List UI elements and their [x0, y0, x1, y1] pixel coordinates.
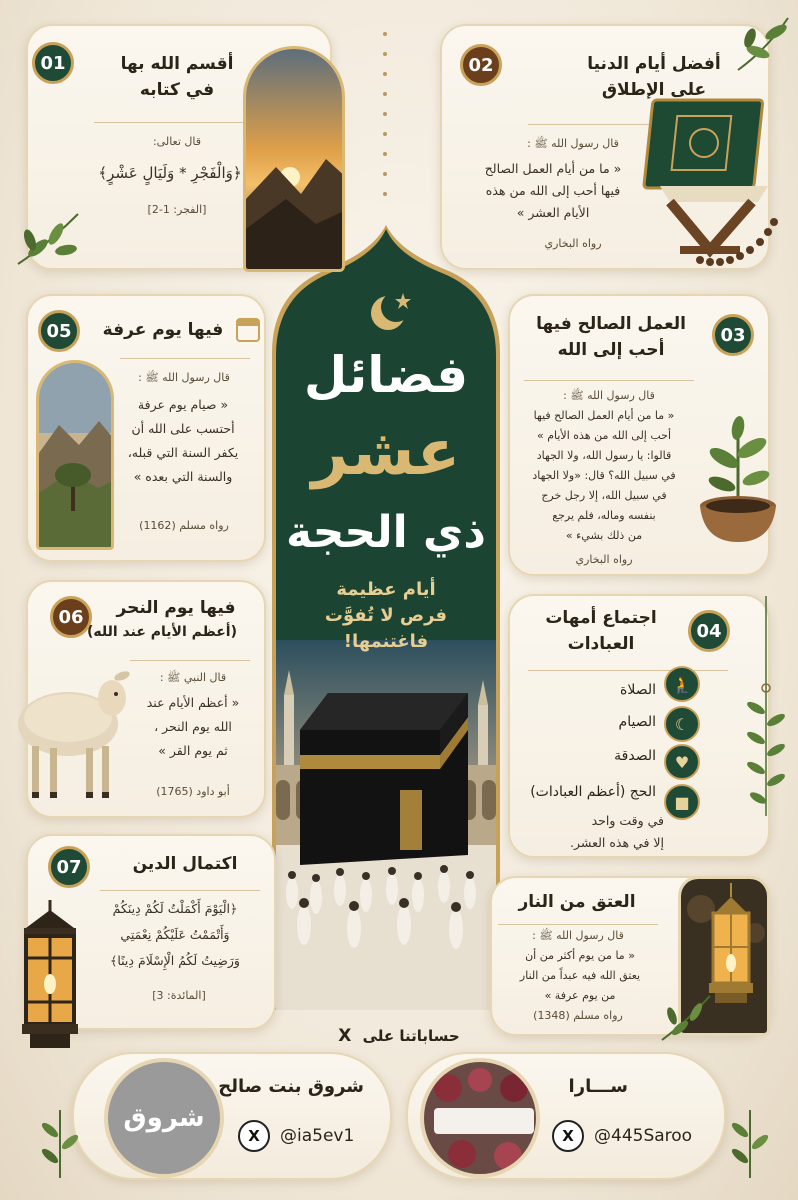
- worship-item-charity: الصدقة: [614, 748, 656, 764]
- card-03-line7: من ذلك بشيء »: [565, 529, 643, 542]
- card-05-line2: أحتسب على الله أن: [131, 421, 235, 436]
- card-03-line2: أحب إلى الله من هذه الأيام »: [536, 429, 672, 442]
- card-06-divider: [130, 660, 250, 661]
- card-08-line2: يعتق الله فيه عبداً من النار: [519, 969, 641, 982]
- card-08-title: العتق من النار: [518, 892, 636, 912]
- social-left-handle[interactable]: @ia5ev1: [280, 1126, 355, 1146]
- card-06-intro: قال النبي ﷺ :: [159, 671, 227, 684]
- center-tagline2: فرص لا تُفوَّت: [324, 605, 448, 626]
- card-07-line2: وَأَتْمَمْتُ عَلَيْكُمْ نِعْمَتِي: [120, 927, 230, 942]
- quran-on-stand-image: [640, 90, 790, 270]
- card-02-line2: فيها أحب إلى الله من هذه: [485, 183, 621, 198]
- card-08-line1: « ما من يوم أكثر من أن: [525, 949, 635, 962]
- card-02-intro: قال رسول الله ﷺ :: [527, 137, 619, 150]
- card-05-line4: والسنة التي بعده »: [133, 469, 233, 484]
- card-01-divider: [94, 122, 244, 123]
- card-01-ref: [الفجر: 1-2]: [147, 203, 207, 216]
- leaf-sprig-top-right: [728, 8, 798, 78]
- sunset-mountains-image: [243, 46, 345, 272]
- seedling-bowl-image: [694, 408, 784, 548]
- card-06-ref: أبو داود (1765): [156, 785, 230, 798]
- card-01-verse: ﴿وَالْفَجْرِ * وَلَيَالٍ عَشْرٍ﴾: [98, 164, 242, 182]
- worship-item-hajj: الحج (أعظم العبادات): [530, 784, 656, 800]
- card-07-line3: وَرَضِيتُ لَكُمُ الْإِسْلَامَ دِينًا﴾: [110, 953, 240, 968]
- card-05-ref: رواه مسلم (1162): [139, 519, 229, 532]
- card-03-line5: في سبيل الله، إلا رجل خرج: [541, 489, 667, 502]
- social-heading-text: حساباتنا على: [362, 1027, 460, 1045]
- card-01-title-line2: في كتابه: [139, 80, 215, 100]
- card-03-ref: رواه البخاري: [575, 553, 633, 566]
- social-right-handle[interactable]: @445Saroo: [594, 1126, 693, 1146]
- card-04-number: 04: [688, 610, 730, 652]
- avatar-left-text: شروق: [123, 1103, 205, 1133]
- card-05-divider: [120, 358, 250, 359]
- card-04-footer-line1: في وقت واحد: [591, 813, 664, 828]
- card-08-ref: رواه مسلم (1348): [533, 1009, 623, 1022]
- center-tagline3: فاغتنمها!: [343, 631, 429, 652]
- center-title-line1: فضائل: [303, 346, 469, 404]
- prayer-icon: 🧎: [664, 666, 700, 702]
- x-logo-icon[interactable]: X: [238, 1120, 270, 1152]
- card-03-line1: « ما من أيام العمل الصالح فيها: [533, 409, 675, 422]
- avatar-right[interactable]: [420, 1058, 540, 1178]
- center-title-line3: ذي الحجة: [286, 507, 486, 558]
- worship-item-fasting: الصيام: [618, 714, 656, 730]
- card-05-intro: قال رسول الله ﷺ :: [138, 371, 230, 384]
- card-02-ref: رواه البخاري: [544, 237, 602, 250]
- card-07-title: اكتمال الدين: [132, 854, 238, 874]
- card-01-intro: قال تعالى:: [152, 135, 202, 148]
- card-07-divider: [100, 890, 260, 891]
- card-03-number: 03: [712, 314, 754, 356]
- card-02-line1: « ما من أيام العمل الصالح: [484, 161, 622, 176]
- social-heading: [0, 1026, 798, 1046]
- card-06-title-line1: فيها يوم النحر: [116, 598, 236, 618]
- arafah-landscape-image: [36, 360, 114, 550]
- hanging-vine-decoration: [744, 596, 790, 826]
- center-title-line2: عشر: [311, 416, 461, 490]
- card-05-line3: يكفر السنة التي قبله،: [127, 445, 239, 460]
- card-01-number: 01: [32, 42, 74, 84]
- card-02-title-line1: أفضل أيام الدنيا: [587, 54, 721, 74]
- kaaba-icon: ■: [664, 784, 700, 820]
- center-tagline1: أيام عظيمة: [336, 579, 436, 600]
- card-05-number: 05: [38, 310, 80, 352]
- card-06-number: 06: [50, 596, 92, 638]
- dotted-connector: [380, 30, 390, 230]
- card-04-title-line1: اجتماع أمهات: [545, 608, 657, 628]
- card-03-line3: قالوا: يا رسول الله، ولا الجهاد: [536, 449, 672, 462]
- card-03-title-line1: العمل الصالح فيها: [536, 314, 686, 334]
- crescent-icon: ☾: [664, 706, 700, 742]
- avatar-left[interactable]: [104, 1058, 224, 1178]
- card-08-intro: قال رسول الله ﷺ :: [532, 929, 624, 942]
- x-logo-icon: X: [338, 1026, 352, 1046]
- card-02-title-line2: على الإطلاق: [601, 80, 707, 100]
- card-07-ref: [المائدة: 3]: [152, 989, 206, 1002]
- charity-heart-icon: ♥: [664, 744, 700, 780]
- leaf-sprig-decoration: [8, 204, 88, 274]
- card-07-number: 07: [48, 846, 90, 888]
- leaf-sprig-footer-right: [720, 1100, 780, 1180]
- social-right-name: ســـارا: [568, 1076, 628, 1097]
- social-card-left[interactable]: [72, 1052, 392, 1180]
- card-03-line4: في سبيل الله؟ قال: «ولا الجهاد: [532, 469, 676, 482]
- leaf-sprig-bottom-left: [30, 1100, 90, 1180]
- card-01-title-line1: أقسم الله بها: [120, 54, 234, 74]
- card-02-line3: الأيام العشر »: [516, 205, 590, 220]
- card-03-line6: بنفسه وماله، فلم يرجع: [552, 509, 656, 522]
- card-08-line3: من يوم عرفة »: [544, 989, 616, 1002]
- sheep-image: [8, 654, 138, 804]
- card-03-divider: [524, 380, 694, 381]
- card-06-line1: « أعظم الأيام عند: [146, 695, 240, 710]
- card-04-title-line2: العبادات: [567, 634, 635, 654]
- card-05-title: فيها يوم عرفة: [102, 320, 224, 340]
- card-03-intro: قال رسول الله ﷺ :: [563, 389, 655, 402]
- worship-item-prayer: الصلاة: [620, 682, 656, 698]
- card-04-acts-of-worship: [508, 594, 770, 858]
- card-02-number: 02: [460, 44, 502, 86]
- card-08-divider: [498, 924, 658, 925]
- social-left-name: شروق بنت صالح: [218, 1076, 364, 1097]
- card-03-title-line2: أحب إلى الله: [557, 340, 665, 360]
- card-04-divider: [528, 670, 728, 671]
- card-04-footer-line2: إلا في هذه العشر.: [570, 835, 664, 850]
- calendar-icon: [236, 318, 260, 342]
- card-06-title-line2: (أعظم الأيام عند الله): [86, 624, 238, 640]
- x-logo-icon[interactable]: X: [552, 1120, 584, 1152]
- card-05-line1: « صيام يوم عرفة: [137, 397, 229, 412]
- card-07-line1: ﴿الْيَوْمَ أَكْمَلْتُ لَكُمْ دِينَكُمْ: [112, 901, 238, 916]
- social-card-right[interactable]: [406, 1052, 726, 1180]
- card-06-line3: ثم يوم القر »: [158, 743, 228, 758]
- card-06-line2: الله يوم النحر ،: [154, 719, 232, 734]
- center-title-panel: [270, 225, 502, 1010]
